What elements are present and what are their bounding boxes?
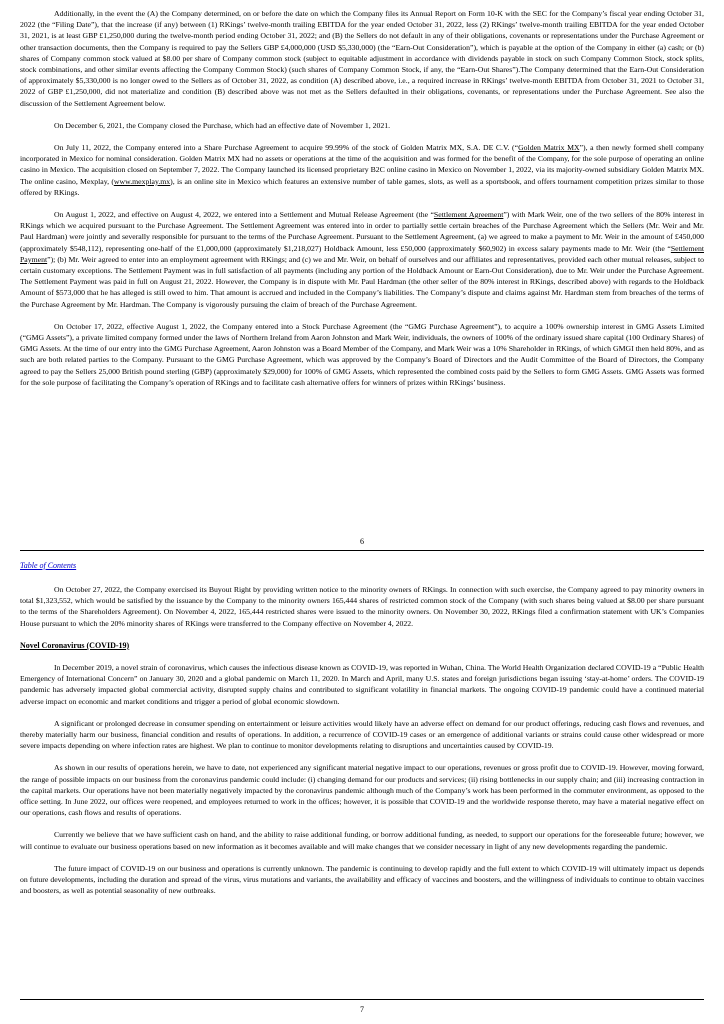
mexplay-link[interactable]: www.mexplay.mx: [113, 176, 171, 186]
golden-matrix-mx-term: Golden Matrix MX: [518, 143, 580, 153]
page-number-7: 7: [360, 1005, 364, 1014]
page-bottom-rule: [20, 999, 704, 1000]
paragraph-buyout-right: On October 27, 2022, the Company exercised its Buyout Right by providing written notice to the minority owners of RKings. In connection with such exercise, the Company agreed to pay minority owners in total $1,323,552, which would be satisfied by the issuance by the Company to the minority owners 165,444 shares of restricted common stock of the Company (with such shares being valued at $8.00 per share pursuant to the terms of the Shareholders Agreement). On November 4, 2022, 165,444 restricted shares were issued to the minority owners. On November 30, 2022, RKings filed a confirmation statement with UK’s Companies House pursuant to which the 20% minority shares of RKings were transferred to the Company effective on November 4, 2022.: [20, 585, 704, 628]
paragraph-purchase-closed: On December 6, 2021, the Company closed the Purchase, which had an effective date of November 1, 2021.: [54, 120, 391, 130]
page-number-6: 6: [360, 537, 364, 546]
paragraph-earn-out: Additionally, in the event the (A) the Company determined, on or before the date on which the Company files its Annual Report on Form 10-K with the SEC for the Company’s fiscal year ending October 31, 2022 (the “Filing Date”), that the increase (if any) between (1) RKings’ twelve-month trailing EBITDA for the year ended October 31, 2022, less (2) RKings’ twelve-month trailing EBITDA for the year ended October 31, 2021, is at least GBP £1,250,000 during the twelve-month period ending October 31, 2022; and (B) the Sellers do not default in any of their obligations, covenants or representations under the Purchase Agreement or other transaction documents, then the Company is required to pay the Sellers GBP £4,000,000 (USD $5,330,000) (the “Earn-Out Consideration”), which is payable at the option of the Company in either (a) cash; or (b) shares of Company common stock valued at $8.00 per share of Company common stock (subject to equitable adjustment in accordance with dividends payable in stock on such Company Common Stock, stock splits, stock combinations, and other similar events affecting the Company Common Stock) (such shares of Company Common Stock, if any, the “Earn-Out Shares”).The Company determined that the Earn-Out Consideration of approximately $5,330,000 is no longer owed to the Sellers as of October 31, 2022, as condition (A) described above, i.e., a required increase in RKings’ twelve-month EBITDA from October 31, 2021 to October 31, 2022 of GBP £1,250,000, did not materialize and condition (B) described above was not met as the Sellers defaulted in their obligations, covenants, or representations under the Purchase Agreement. See also the discussion of the Settlement Agreement below.: [20, 9, 704, 108]
paragraph-consumer-spending: A significant or prolonged decrease in consumer spending on entertainment or leisure activities would likely have an adverse effect on demand for our product offerings, reducing cash flows and revenues, and thereby materially harm our business, financial condition and results of operations. In addition, a recurrence of COVID-19 cases or an emergence of additional variants or strains could cause other widespread or more severe impacts depending on where infection rates are highest. We plan to continue to monitor developments relating to disruptions and uncertainties caused by COVID-19.: [20, 718, 704, 751]
page-6-body: [20, 8, 704, 399]
paragraph-future-impact: The future impact of COVID-19 on our business and operations is currently unknown. The pandemic is continuing to develop rapidly and the full extent to which COVID-19 will ultimately impact us depends on future developments, including the duration and spread of the virus, virus mutations and variants, the availability and efficacy of vaccines and boosters, and the willingness of individuals to continue to obtain vaccines and boosters, as well as potential seasonality of new outbreaks.: [20, 863, 704, 896]
settlement-agreement-term: Settlement Agreement: [433, 210, 504, 220]
page-divider: [20, 550, 704, 551]
settlement-payment-term: Settlement Payment: [20, 243, 704, 264]
table-of-contents-link[interactable]: Table of Contents: [20, 561, 77, 570]
paragraph-covid-intro: In December 2019, a novel strain of coronavirus, which causes the infectious disease known as COVID-19, was reported in Wuhan, China. The World Health Organization declared COVID-19 a “Public Health Emergency of International Concern” on January 30, 2020 and a global pandemic on March 11, 2020. In March and April, many U.S. states and foreign jurisdictions began issuing ‘stay-at-home’ orders. The COVID-19 pandemic has adversely impacted global commercial activity, disrupted supply chains and contributed to significant volatility in financial markets. The ongoing COVID-19 pandemic could have a continued material adverse impact on economic and market conditions and trigger a period of global economic slowdown.: [20, 663, 704, 706]
paragraph-gmg-purchase: On October 17, 2022, effective August 1, 2022, the Company entered into a Stock Purchase Agreement (the “GMG Purchase Agreement”), to acquire a 100% ownership interest in GMG Assets Limited (“GMG Assets”), a private limited company formed under the laws of Northern Ireland from Aaron Johnston and Mark Weir, individuals, the owners of 100% of the ordinary issued share capital (100 Ordinary Shares) of GMG Assets. At the time of our entry into the GMG Purchase Agreement, Aaron Johnston was a Board Member of the Company, and Mark Weir was a 10% Shareholder in RKings, of which GMGI then held 80%, and as such are both related parties to the Company. Pursuant to the GMG Purchase Agreement, which was approved by the Company’s Board of Directors and the Audit Committee of the Board of Directors, the Company agreed to pay the Sellers 25,000 British pound sterling (GBP) (approximately $29,000) for 100% of GMG Assets, which represented the combined costs paid by the Sellers to form GMG Assets. GMG Assets was formed for the sole purpose of facilitating the Company’s operation of RKings and to facilitate cash alternative offers for winners of prizes within RKings’ business.: [20, 321, 704, 387]
paragraph-results-impact: As shown in our results of operations herein, we have to date, not experienced any significant material negative impact to our operations, revenues or gross profit due to COVID-19. However, moving forward, the range of possible impacts on our business from the coronavirus pandemic could include: (i) changing demand for our products and services; (ii) rising bottlenecks in our supply chain; and (iii) increasing contraction in the capital markets. Our operations have not been materially negatively impacted by the coronavirus pandemic although much of the Company’s work has been performed in the commuter environment, as opposed to the office setting. In June 2022, our offices were reopened, and employees returned to work in the offices; however, it is possible that COVID-19 and the worldwide response thereto, may have a material negative effect on our operations, cash flows and results of operations.: [20, 763, 704, 818]
section-heading-covid: Novel Coronavirus (COVID-19): [20, 640, 130, 650]
paragraph-settlement-agreement: On August 1, 2022, and effective on August 4, 2022, we entered into a Settlement and Mutual Release Agreement (the “Settlement Agreement”) with Mark Weir, one of the two sellers of the 80% interest in RKings which we acquired pursuant to the Purchase Agreement. The Settlement Agreement was entered into in order to partially settle certain breaches of the Purchase Agreement which the Sellers (Mr. Weir and Mr. Paul Hardman) were jointly and severally responsible for pursuant to the terms of the Purchase Agreement. Pursuant to the Settlement Agreement, (a) we agreed to make a payment to Mr. Weir in the amount of £450,000 (approximately $548,112), representing one-half of the £1,000,000 (approximately $1,218,027) Holdback Amount, less £50,000 (approximately $60,902) in excess salary payments made to Mr. Weir (the “Settlement Payment”); (b) Mr. Weir agreed to enter into an employment agreement with RKings; and (c) we and Mr. Weir, on behalf of ourselves and our affiliates and representatives, provided each other mutual releases, subject to certain customary exceptions. The Settlement Payment was in full satisfaction of all payments (including any portion of the Holdback Amount or Earn-Out Consideration), due to Mr. Weir under the Purchase Agreement. The Settlement Payment was paid in full on August 21, 2022. However, the Company is in dispute with Mr. Paul Hardman (the other seller of the 80% interest in RKings, described above) with regards to the Holdback Amount of $573,000 that he has alleged is still owed to him. That amount is accrued and included in the Company’s liabilities. The Company’s dispute and claims against Mr. Hardman stem from breaches of the terms of the Purchase Agreement by Mr. Hardman. The Company is vigorously pursuing the claim of breach of the Purchase Agreement.: [20, 210, 704, 309]
paragraph-cash-position: Currently we believe that we have sufficient cash on hand, and the ability to raise additional funding, or borrow additional funding, as needed, to support our operations for the foreseeable future; however, we will continue to evaluate our business operations based on new information as it becomes available and will make changes that we consider necessary in light of any new developments regarding the pandemic.: [20, 830, 704, 851]
page-7-body: [20, 584, 704, 907]
paragraph-golden-matrix-mx: On July 11, 2022, the Company entered into a Share Purchase Agreement to acquire 99.99% of the stock of Golden Matrix MX, S.A. DE C.V. (“Golden Matrix MX”), a then newly formed shell company incorporated in Mexico for nominal consideration. Golden Matrix MX had no assets or operations at the time of the acquisition and was formed for the benefit of the Company, for the sole purpose of operating an online casino in Mexico. The acquisition closed on September 7, 2022. The Company launched its licensed proprietary B2C online casino in Mexico on November 1, 2022, via its majority-owned subsidiary Golden Matrix MX. The online casino, Mexplay, (www.mexplay.mx), is an online site in Mexico which features an extensive number of table games, slots, as well as a sportsbook, and offers tournament competition prizes similar to those offered by RKings.: [20, 143, 704, 197]
